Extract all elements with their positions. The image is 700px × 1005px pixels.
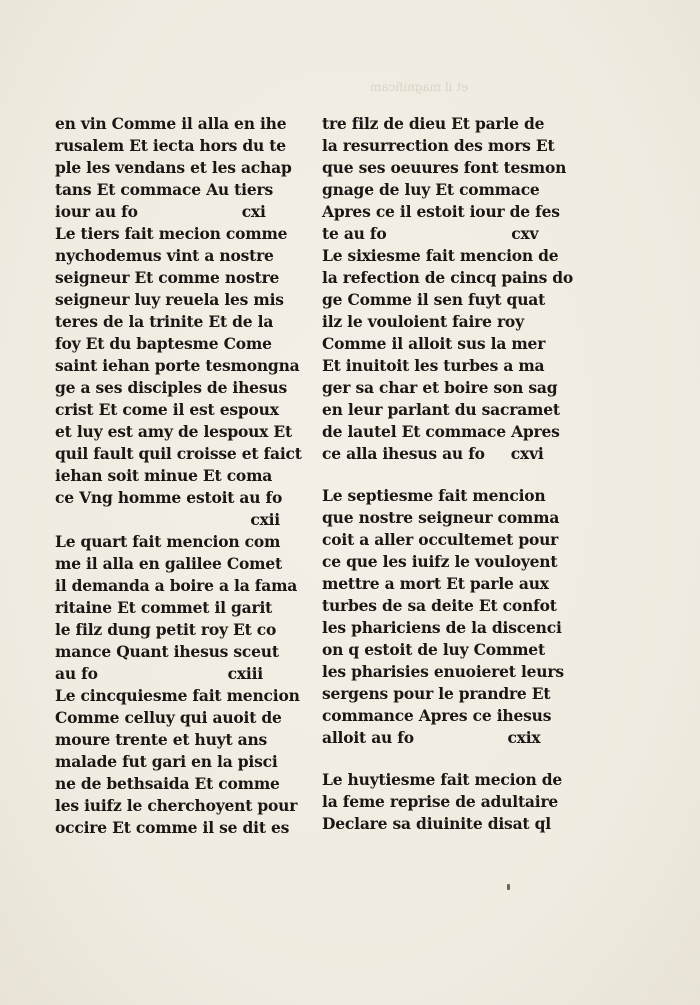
text-line: iour au fo cxi: [55, 202, 266, 221]
text-line: Le tiers fait mecion comme: [55, 224, 288, 243]
text-line: au fo cxiii: [55, 664, 263, 683]
text-line: foy Et du baptesme Come: [55, 334, 272, 353]
text-line: les phariciens de la discenci: [322, 618, 562, 637]
folio-reference: cxii: [250, 510, 280, 529]
text-line: tre filz de dieu Et parle de: [322, 114, 545, 133]
text-line: la refection de cincq pains do: [322, 268, 574, 287]
text-line: que nostre seigneur comma: [322, 508, 560, 527]
text-line: seigneur luy reuela les mis: [55, 290, 284, 309]
text-line: ge Comme il sen fuyt quat: [322, 290, 546, 309]
ink-mark: [507, 884, 510, 890]
text-line: commance Apres ce ihesus: [322, 706, 552, 725]
text-line: tans Et commace Au tiers: [55, 180, 273, 199]
text-line: Comme il alloit sus la mer: [322, 334, 546, 353]
text-line: ritaine Et commet il garit: [55, 598, 273, 617]
text-line: ge a ses disciples de ihesus: [55, 378, 287, 397]
text-line: ger sa char et boire son sag: [322, 378, 558, 397]
text-line: seigneur Et comme nostre: [55, 268, 280, 287]
text-line: teres de la trinite Et de la: [55, 312, 274, 331]
text-line: Declare sa diuinite disat ql: [322, 814, 551, 833]
text-line: Le cincquiesme fait mencion: [55, 686, 300, 705]
text-line: Le quart fait mencion com: [55, 532, 281, 551]
text-line: nychodemus vint a nostre: [55, 246, 274, 265]
text-line: la resurrection des mors Et: [322, 136, 555, 155]
text-line: gnage de luy Et commace: [322, 180, 540, 199]
text-line: ce que les iuifz le vouloyent: [322, 552, 558, 571]
text-line: quil fault quil croisse et faict: [55, 444, 302, 463]
right-text-column: [322, 113, 574, 835]
text-line: Comme celluy qui auoit de: [55, 708, 282, 727]
text-line: rusalem Et iecta hors du te: [55, 136, 286, 155]
text-line: alloit au fo cxix: [322, 728, 541, 747]
left-text-column: [55, 113, 302, 839]
text-line: mettre a mort Et parle aux: [322, 574, 549, 593]
text-line: il demanda a boire a la fama: [55, 576, 298, 595]
text-line: Apres ce il estoit iour de fes: [322, 202, 560, 221]
text-line: crist Et come il est espoux: [55, 400, 279, 419]
text-line: turbes de sa deite Et confot: [322, 596, 557, 615]
text-line: en vin Comme il alla en ihe: [55, 114, 287, 133]
text-line: moure trente et huyt ans: [55, 730, 268, 749]
text-line: le filz dung petit roy Et co: [55, 620, 277, 639]
text-line: Et inuitoit les turbes a ma: [322, 356, 545, 375]
text-line: et luy est amy de lespoux Et: [55, 422, 292, 441]
text-line: les iuifz le cherchoyent pour: [55, 796, 298, 815]
text-line: les pharisies enuoieret leurs: [322, 662, 564, 681]
text-line: Le sixiesme fait mencion de: [322, 246, 559, 265]
text-line: de lautel Et commace Apres: [322, 422, 560, 441]
text-line: te au fo cxv: [322, 224, 539, 243]
text-line: saint iehan porte tesmongna: [55, 356, 300, 375]
text-line: malade fut gari en la pisci: [55, 752, 278, 771]
text-line: on q estoit de luy Commet: [322, 640, 545, 659]
text-line: ne de bethsaida Et comme: [55, 774, 280, 793]
text-line: sergens pour le prandre Et: [322, 684, 551, 703]
text-line: ce alla ihesus au fo cxvi: [322, 444, 544, 463]
text-line: ilz le vouloient faire roy: [322, 312, 524, 331]
text-line: ce Vng homme estoit au fo: [55, 488, 283, 507]
text-line: me il alla en galilee Comet: [55, 554, 282, 573]
text-line: Le septiesme fait mencion: [322, 486, 546, 505]
text-line: la feme reprise de adultaire: [322, 792, 559, 811]
text-line: iehan soit minue Et coma: [55, 466, 273, 485]
text-line: Le huytiesme fait mecion de: [322, 770, 563, 789]
text-line: mance Quant ihesus sceut: [55, 642, 279, 661]
text-line: coit a aller occultemet pour: [322, 530, 559, 549]
text-line: ple les vendans et les achap: [55, 158, 292, 177]
text-line: en leur parlant du sacramet: [322, 400, 560, 419]
text-line: que ses oeuures font tesmon: [322, 158, 567, 177]
bleed-through-text: et il magnificam: [370, 80, 469, 94]
text-line: occire Et comme il se dit es: [55, 818, 290, 837]
